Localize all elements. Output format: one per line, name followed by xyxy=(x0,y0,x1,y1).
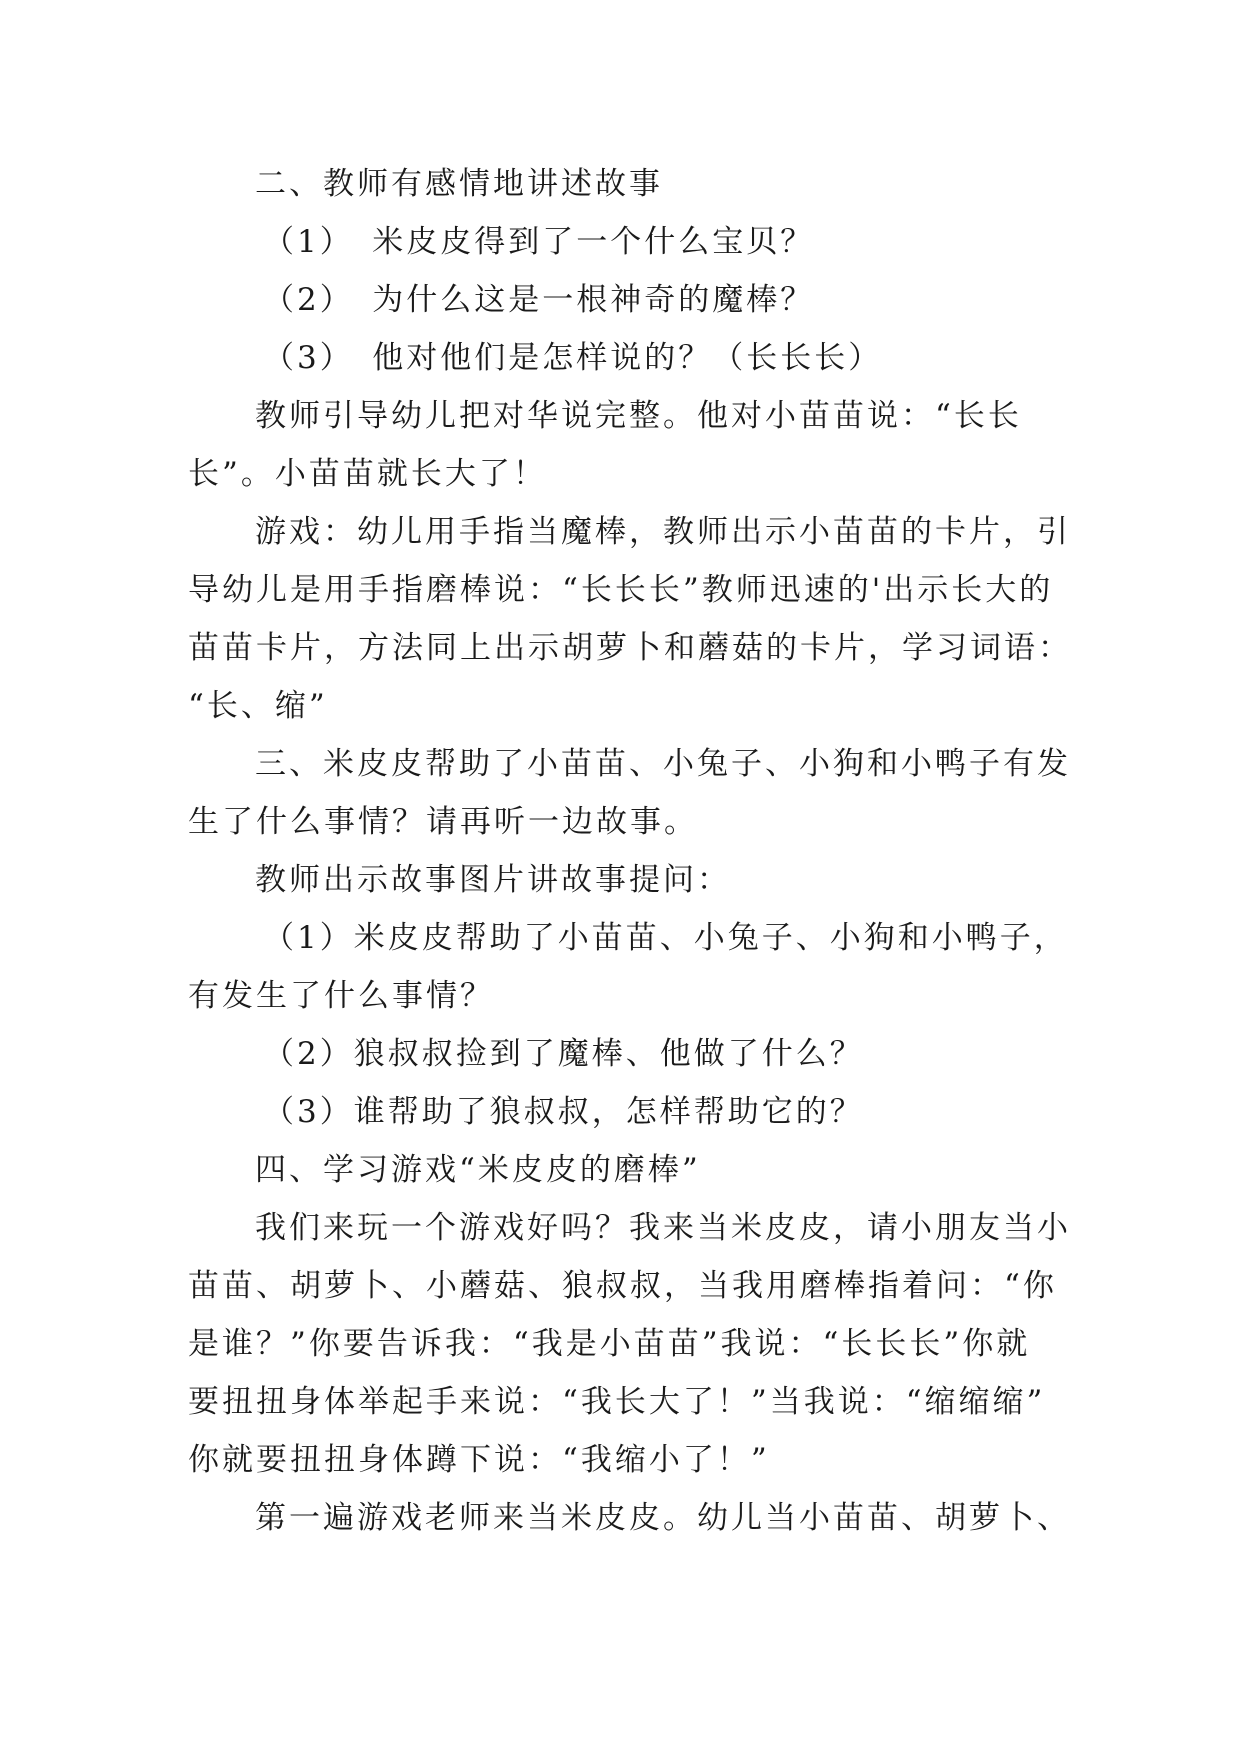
paragraph-line: 苗苗卡片，方法同上出示胡萝卜和蘑菇的卡片，学习词语： xyxy=(188,630,1072,666)
paragraph-line: 你就要扭扭身体蹲下说：“我缩小了！” xyxy=(188,1442,770,1478)
paragraph-line: 长”。小苗苗就长大了！ xyxy=(188,456,547,492)
paragraph-line: 导幼儿是用手指磨棒说：“长长长”教师迅速的'出示长大的 xyxy=(188,572,1054,608)
question-2: （2） 为什么这是一根神奇的魔棒？ xyxy=(263,282,815,318)
question-item: （3）谁帮助了狼叔叔，怎样帮助它的？ xyxy=(263,1094,864,1130)
section-heading-2: 二、教师有感情地讲述故事 xyxy=(255,166,663,202)
paragraph-line: 苗苗、胡萝卜、小蘑菇、狼叔叔，当我用磨棒指着问：“你 xyxy=(188,1268,1057,1304)
paragraph-line: 是谁？”你要告诉我：“我是小苗苗”我说：“长长长”你就 xyxy=(188,1326,1031,1362)
paragraph-line: 生了什么事情？请再听一边故事。 xyxy=(188,804,698,840)
paragraph-line: 教师出示故事图片讲故事提问： xyxy=(255,862,731,898)
paragraph-line: 第一遍游戏老师来当米皮皮。幼儿当小苗苗、胡萝卜、 xyxy=(255,1500,1071,1536)
paragraph-line: 要扭扭身体举起手来说：“我长大了！”当我说：“缩缩缩” xyxy=(188,1384,1046,1420)
section-heading-3: 三、米皮皮帮助了小苗苗、小兔子、小狗和小鸭子有发 xyxy=(255,746,1071,782)
paragraph-line: 我们来玩一个游戏好吗？我来当米皮皮，请小朋友当小 xyxy=(255,1210,1071,1246)
question-1: （1） 米皮皮得到了一个什么宝贝？ xyxy=(263,224,815,260)
paragraph-line: “长、缩” xyxy=(188,688,328,724)
question-3: （3） 他对他们是怎样说的？（长长长） xyxy=(263,340,883,376)
section-heading-4: 四、学习游戏“米皮皮的磨棒” xyxy=(255,1152,701,1188)
paragraph-line: 有发生了什么事情？ xyxy=(188,978,494,1014)
paragraph-line: 教师引导幼儿把对华说完整。他对小苗苗说：“长长 xyxy=(255,398,1022,434)
paragraph-line: 游戏：幼儿用手指当魔棒，教师出示小苗苗的卡片，引 xyxy=(255,514,1071,550)
question-item: （2）狼叔叔捡到了魔棒、他做了什么？ xyxy=(263,1036,864,1072)
question-item: （1）米皮皮帮助了小苗苗、小兔子、小狗和小鸭子， xyxy=(263,920,1068,956)
